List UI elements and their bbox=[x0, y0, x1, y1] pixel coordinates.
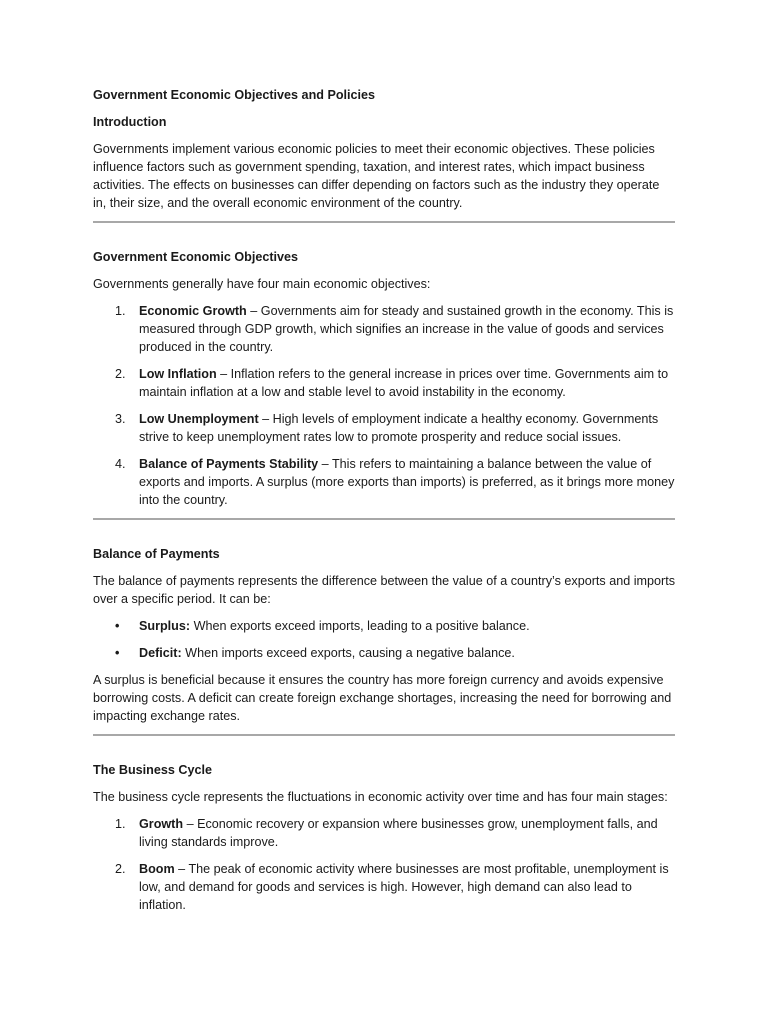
list-item-text: When exports exceed imports, leading to a positive balance. bbox=[190, 619, 530, 633]
document-page bbox=[93, 86, 675, 923]
list-item bbox=[93, 644, 675, 662]
list-number: 2. bbox=[115, 862, 126, 876]
list-item-text: – Economic recovery or expansion where businesses grow, unemployment falls, and living standards improve. bbox=[139, 817, 658, 849]
section-heading-objectives: Government Economic Objectives bbox=[93, 250, 299, 264]
list-item bbox=[93, 410, 675, 446]
document-title: Government Economic Objectives and Policies bbox=[93, 88, 376, 102]
cycle-list bbox=[93, 815, 675, 914]
list-item-text: – Inflation refers to the general increase in prices over time. Governments aim to maintain inflation at a low and stable level to avoid instability in the economy. bbox=[139, 367, 669, 399]
list-item-term: Growth bbox=[139, 817, 184, 831]
list-item-term: Economic Growth bbox=[139, 304, 247, 318]
list-item-term: Boom bbox=[139, 862, 175, 876]
list-item-term: Low Unemployment bbox=[139, 412, 259, 426]
section-heading-business-cycle: The Business Cycle bbox=[93, 763, 212, 777]
list-item bbox=[93, 815, 675, 851]
list-number: 3. bbox=[115, 412, 126, 426]
list-item-term: Deficit: bbox=[139, 646, 182, 660]
list-item-text: When imports exceed exports, causing a negative balance. bbox=[181, 646, 515, 660]
bullet-icon: • bbox=[115, 619, 120, 633]
list-item-term: Balance of Payments Stability bbox=[139, 457, 319, 471]
list-item bbox=[93, 617, 675, 635]
list-item-text: – High levels of employment indicate a healthy economy. Governments strive to keep unemployment rates low to promote prosperity and reduce social issues. bbox=[139, 412, 659, 444]
list-item bbox=[93, 302, 675, 356]
list-item-text: – This refers to maintaining a balance between the value of exports and imports. A surplus (more exports than imports) is preferred, as it brings more money into the country. bbox=[139, 457, 675, 507]
list-number: 1. bbox=[115, 817, 126, 831]
list-number: 2. bbox=[115, 367, 126, 381]
balance-list bbox=[93, 617, 675, 662]
balance-closing: A surplus is beneficial because it ensures the country has more foreign currency and avoids expensive borrowing costs. A deficit can create foreign exchange shortages, increasing the need for borrowing and impacting exchange rates. bbox=[93, 673, 672, 723]
list-item-text: – Governments aim for steady and sustained growth in the economy. This is measured through GDP growth, which signifies an increase in the value of goods and services produced in the country. bbox=[139, 304, 674, 354]
list-item bbox=[93, 860, 675, 914]
section-heading-introduction: Introduction bbox=[93, 115, 167, 129]
list-number: 1. bbox=[115, 304, 126, 318]
introduction-paragraph: Governments implement various economic policies to meet their economic objectives. These policies influence factors such as government spending, taxation, and interest rates, which impact business activities. The effects on businesses can differ depending on factors such as the industry they operate in, their size, and the overall economic environment of the country. bbox=[93, 142, 660, 210]
list-item-term: Surplus: bbox=[139, 619, 191, 633]
section-heading-balance-of-payments: Balance of Payments bbox=[93, 547, 220, 561]
section-divider bbox=[93, 734, 675, 736]
cycle-intro: The business cycle represents the fluctuations in economic activity over time and has four main stages: bbox=[93, 790, 668, 804]
section-divider bbox=[93, 518, 675, 520]
list-item-text: – The peak of economic activity where businesses are most profitable, unemployment is low, and demand for goods and services is high. However, high demand can also lead to inflation. bbox=[139, 862, 669, 912]
bullet-icon: • bbox=[115, 646, 120, 660]
section-divider bbox=[93, 221, 675, 223]
balance-intro: The balance of payments represents the difference between the value of a country’s exports and imports over a specific period. It can be: bbox=[93, 574, 675, 606]
objectives-list bbox=[93, 302, 675, 509]
list-item-term: Low Inflation bbox=[139, 367, 217, 381]
list-item bbox=[93, 365, 675, 401]
list-item bbox=[93, 455, 675, 509]
objectives-intro: Governments generally have four main economic objectives: bbox=[93, 277, 431, 291]
list-number: 4. bbox=[115, 457, 126, 471]
